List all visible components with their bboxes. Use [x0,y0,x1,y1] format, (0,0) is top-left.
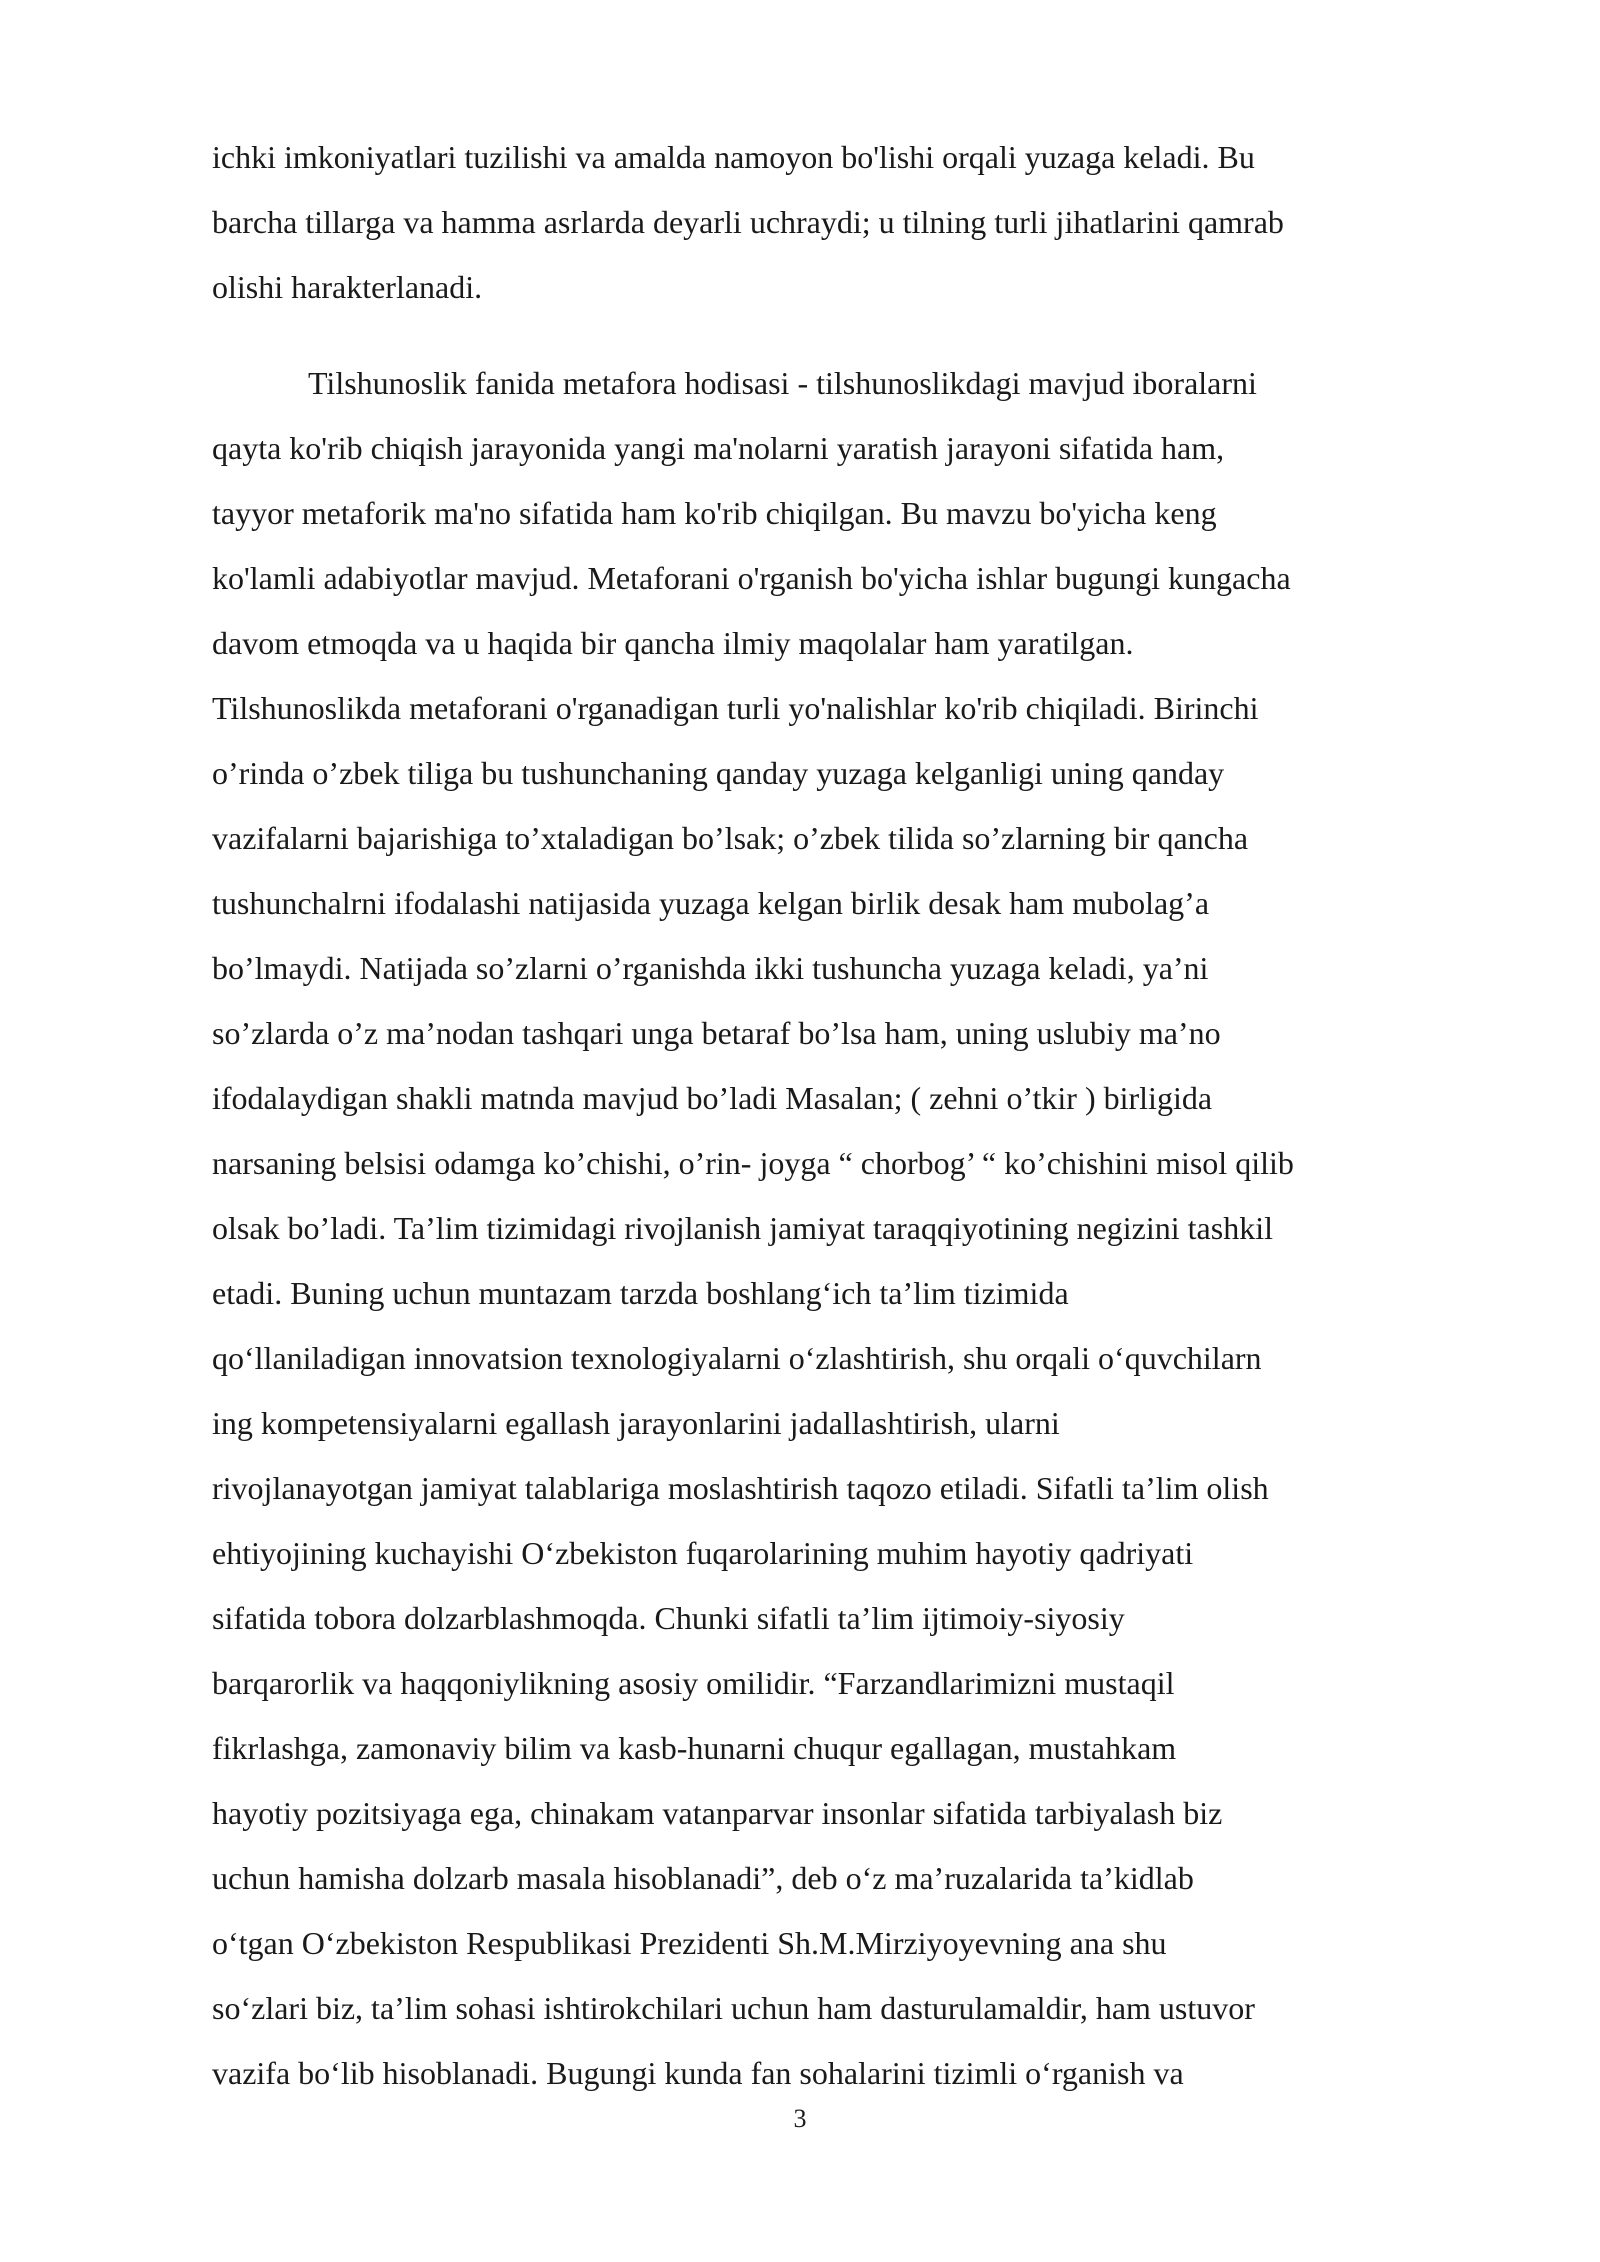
text-line: rivojlanayotgan jamiyat talablariga moslashtirish taqozo etiladi. Sifatli ta’lim olish [212,1470,1269,1506]
text-line: ichki imkoniyatlari tuzilishi va amalda namoyon bo'lishi orqali yuzaga keladi. Bu [212,139,1255,175]
text-line: vazifalarni bajarishiga to’xtaladigan bo’lsak; o’zbek tilida so’zlarning bir qancha [212,820,1249,856]
text-line: ifodalaydigan shakli matnda mavjud bo’ladi Masalan; ( zehni o’tkir ) birligida [212,1080,1213,1116]
text-line: qayta ko'rib chiqish jarayonida yangi ma'nolarni yaratish jarayoni sifatida ham, [212,430,1225,466]
text-line: fikrlashga, zamonaviy bilim va kasb-hunarni chuqur egallagan, mustahkam [212,1730,1177,1766]
paragraph-gap [212,326,1512,357]
text-line: etadi. Buning uchun muntazam tarzda boshlang‘ich ta’lim tizimida [212,1275,1069,1311]
text-line: so’zlarda o’z ma’nodan tashqari unga betaraf bo’lsa ham, uning uslubiy ma’no [212,1015,1221,1051]
text-line: sifatida tobora dolzarblashmoqda. Chunki sifatli ta’lim ijtimoiy-siyosiy [212,1600,1125,1636]
text-line: o’rinda o’zbek tiliga bu tushunchaning qanday yuzaga kelganligi uning qanday [212,755,1225,791]
text-line: ehtiyojining kuchayishi O‘zbekiston fuqarolarining muhim hayotiy qadriyati [212,1535,1194,1571]
text-line: vazifa bo‘lib hisoblanadi. Bugungi kunda fan sohalarini tizimli o‘rganish va [212,2055,1184,2091]
text-line: olishi harakterlanadi. [212,269,483,305]
text-line: qo‘llaniladigan innovatsion texnologiyalarni o‘zlashtirish, shu orqali o‘quvchilarn [212,1340,1262,1376]
text-line: davom etmoqda va u haqida bir qancha ilmiy maqolalar ham yaratilgan. [212,625,1134,661]
text-line: tayyor metaforik ma'no sifatida ham ko'rib chiqilgan. Bu mavzu bo'yicha keng [212,495,1217,531]
body-text [212,131,1512,2112]
text-line: bo’lmaydi. Natijada so’zlarni o’rganishda ikki tushuncha yuzaga keladi, ya’ni [212,950,1209,986]
text-line: ing kompetensiyalarni egallash jarayonlarini jadallashtirish, ularni [212,1405,1060,1441]
paragraph-2 [212,357,1512,2112]
text-line: hayotiy pozitsiyaga ega, chinakam vatanparvar insonlar sifatida tarbiyalash biz [212,1795,1223,1831]
text-line: ko'lamli adabiyotlar mavjud. Metaforani o'rganish bo'yicha ishlar bugungi kungacha [212,560,1291,596]
text-line: barqarorlik va haqqoniylikning asosiy omilidir. “Farzandlarimizni mustaqil [212,1665,1175,1701]
text-line: olsak bo’ladi. Ta’lim tizimidagi rivojlanish jamiyat taraqqiyotining negizini tashkil [212,1210,1273,1246]
text-line: narsaning belsisi odamga ko’chishi, o’rin- joyga “ chorbog’ “ ko’chishini misol qilib [212,1145,1294,1181]
text-line: o‘tgan O‘zbekiston Respublikasi Prezidenti Sh.M.Mirziyoyevning ana shu [212,1925,1167,1961]
text-line: so‘zlari biz, ta’lim sohasi ishtirokchilari uchun ham dasturulamaldir, ham ustuvor [212,1990,1255,2026]
text-line: barcha tillarga va hamma asrlarda deyarli uchraydi; u tilning turli jihatlarini qamrab [212,204,1284,240]
page-number: 3 [793,2104,807,2133]
text-line: tushunchalrni ifodalashi natijasida yuzaga kelgan birlik desak ham mubolag’a [212,885,1210,921]
text-line: uchun hamisha dolzarb masala hisoblanadi”, deb o‘z ma’ruzalarida ta’kidlab [212,1860,1194,1896]
text-line: Tilshunoslikda metaforani o'rganadigan turli yo'nalishlar ko'rib chiqiladi. Birinchi [212,690,1259,726]
text-line: Tilshunoslik fanida metafora hodisasi - tilshunoslikdagi mavjud iboralarni [308,365,1257,401]
paragraph-1 [212,131,1512,326]
